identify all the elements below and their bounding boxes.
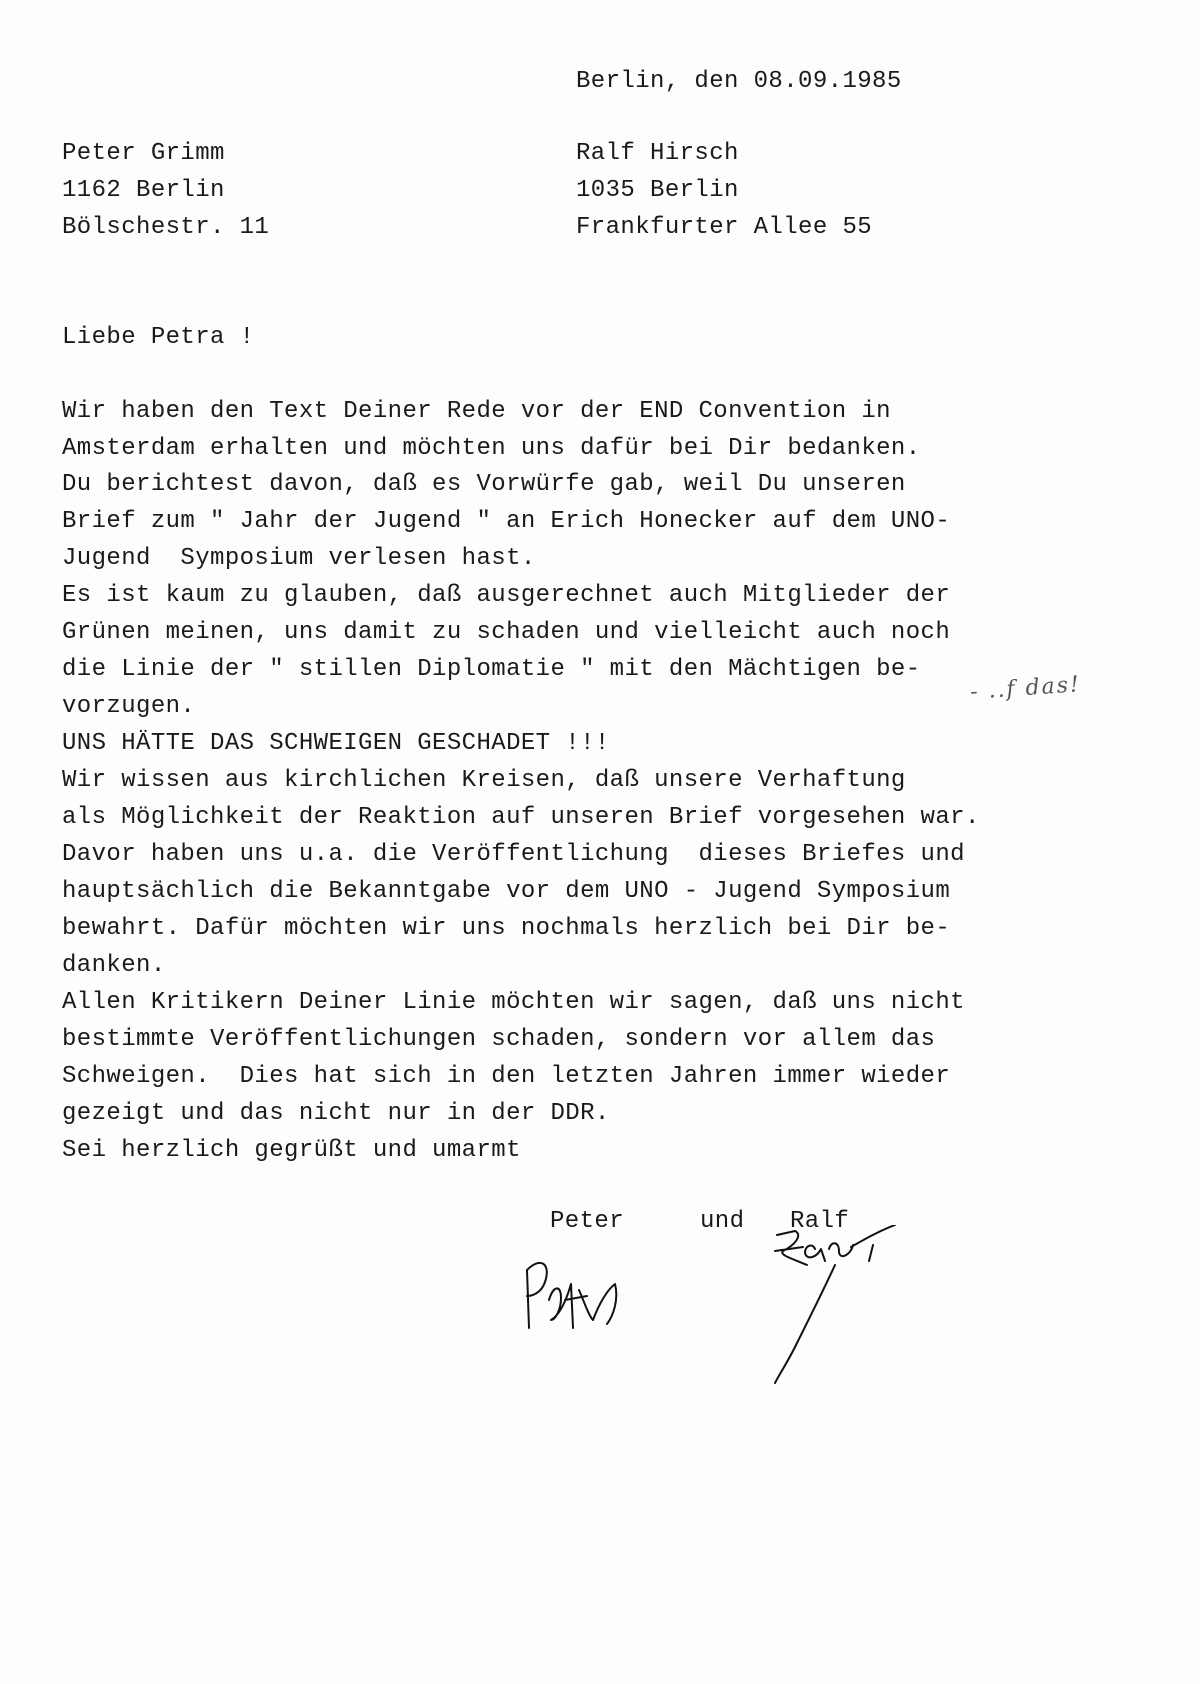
recipient-street: Frankfurter Allee 55 [576,214,873,241]
body-line: Sei herzlich gegrüßt und umarmt [62,1137,521,1164]
handwritten-margin-note: - ..f das! [969,672,1082,705]
body-line: Brief zum " Jahr der Jugend " an Erich Honecker auf dem UNO- [62,508,951,535]
body-line: Wir haben den Text Deiner Rede vor der END Convention in [62,398,891,425]
letter-date: Berlin, den 08.09.1985 [576,68,902,95]
body-line: Allen Kritikern Deiner Linie möchten wir sagen, daß uns nicht [62,989,965,1016]
body-line: bestimmte Veröffentlichungen schaden, sondern vor allem das [62,1026,936,1053]
body-line: Amsterdam erhalten und möchten uns dafür bei Dir bedanken. [62,435,921,462]
body-line: Wir wissen aus kirchlichen Kreisen, daß unsere Verhaftung [62,767,906,794]
body-line: Grünen meinen, uns damit zu schaden und vielleicht auch noch [62,619,951,646]
body-line: hauptsächlich die Bekanntgabe vor dem UNO - Jugend Symposium [62,878,951,905]
body-line: Es ist kaum zu glauben, daß ausgerechnet auch Mitglieder der [62,582,951,609]
body-line: Jugend Symposium verlesen hast. [62,545,536,572]
body-line: bewahrt. Dafür möchten wir uns nochmals herzlich bei Dir be- [62,915,951,942]
closing-conjunction: und [700,1208,745,1235]
salutation: Liebe Petra ! [62,324,255,351]
recipient-name: Ralf Hirsch [576,140,739,167]
body-line-emphasis: UNS HÄTTE DAS SCHWEIGEN GESCHADET !!! [62,730,610,757]
body-line: gezeigt und das nicht nur in der DDR. [62,1100,610,1127]
body-line: als Möglichkeit der Reaktion auf unseren Brief vorgesehen war. [62,804,980,831]
signature-ralf-drawing [755,1225,945,1385]
body-line: Davor haben uns u.a. die Veröffentlichung dieses Briefes und [62,841,965,868]
sender-street: Bölschestr. 11 [62,214,270,241]
body-line: Du berichtest davon, daß es Vorwürfe gab, weil Du unseren [62,471,906,498]
signature-peter-drawing [515,1240,645,1340]
body-line: danken. [62,952,166,979]
body-line: die Linie der " stillen Diplomatie " mit den Mächtigen be- [62,656,921,683]
recipient-city: 1035 Berlin [576,177,739,204]
closing-name-ralf: Ralf [790,1208,850,1235]
body-line: vorzugen. [62,693,196,720]
sender-city: 1162 Berlin [62,177,225,204]
signature-ralf [755,1225,945,1385]
body-line: Schweigen. Dies hat sich in den letzten Jahren immer wieder [62,1063,951,1090]
sender-name: Peter Grimm [62,140,225,167]
closing-name-peter: Peter [550,1208,625,1235]
signature-peter [515,1240,645,1340]
